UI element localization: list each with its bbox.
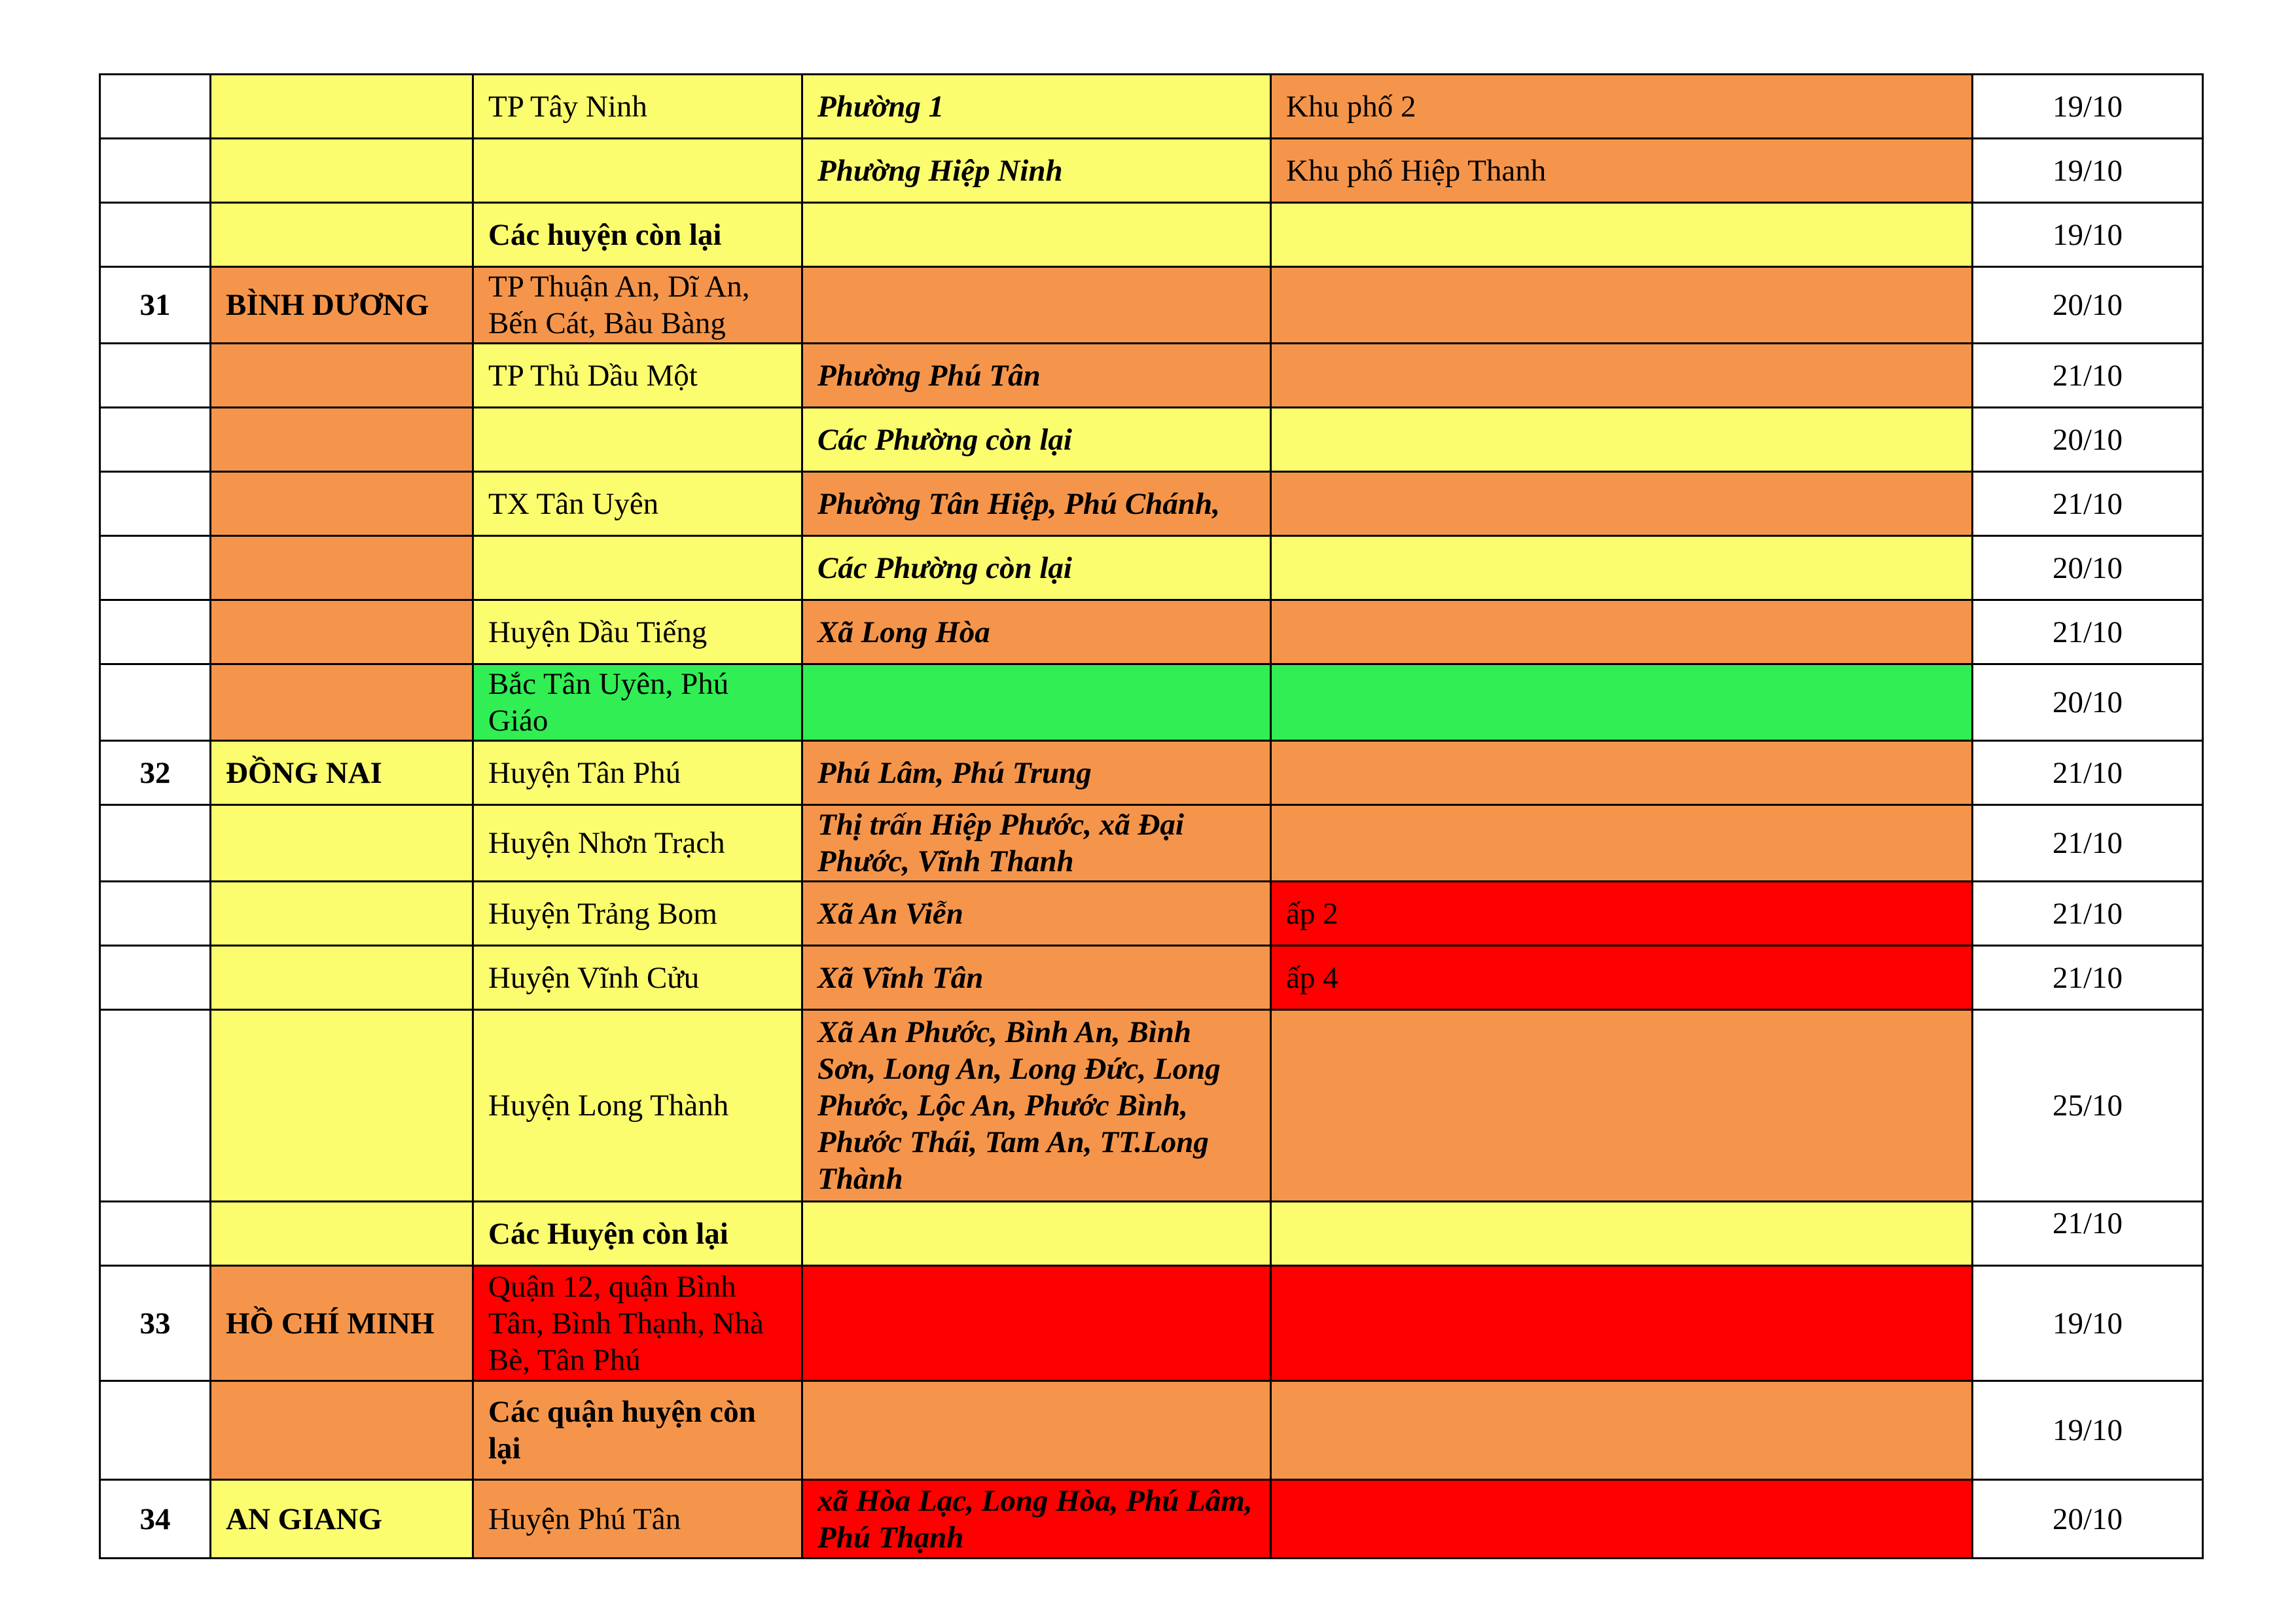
date-cell: 20/10: [1973, 664, 2203, 741]
province-cell: [211, 882, 473, 946]
district-cell: Huyện Long Thành: [473, 1010, 802, 1202]
stt-cell: [100, 664, 211, 741]
stt-cell: 32: [100, 741, 211, 805]
hamlet-cell: [1271, 741, 1973, 805]
ward-cell: Phú Lâm, Phú Trung: [802, 741, 1271, 805]
district-cell: Huyện Phú Tân: [473, 1480, 802, 1559]
stt-cell: 31: [100, 267, 211, 344]
province-cell: BÌNH DƯƠNG: [211, 267, 473, 344]
table-row: [100, 536, 2203, 600]
ward-cell: [802, 267, 1271, 344]
date-cell: 21/10: [1973, 741, 2203, 805]
province-cell: [211, 805, 473, 882]
province-cell: [211, 408, 473, 472]
district-cell: Huyện Vĩnh Cửu: [473, 946, 802, 1010]
table-row: [100, 882, 2203, 946]
date-cell: 20/10: [1973, 1480, 2203, 1559]
hamlet-cell: [1271, 1202, 1973, 1266]
district-cell: Các quận huyện còn lại: [473, 1381, 802, 1480]
district-cell: TP Thuận An, Dĩ An, Bến Cát, Bàu Bàng: [473, 267, 802, 344]
province-cell: [211, 344, 473, 408]
district-cell: [473, 536, 802, 600]
stt-cell: 33: [100, 1266, 211, 1381]
stt-cell: [100, 408, 211, 472]
table-row: [100, 1480, 2203, 1559]
hamlet-cell: Khu phố 2: [1271, 75, 1973, 139]
table-row: [100, 472, 2203, 536]
ward-cell: Phường Tân Hiệp, Phú Chánh,: [802, 472, 1271, 536]
hamlet-cell: [1271, 1010, 1973, 1202]
table-row: [100, 600, 2203, 664]
table-row: [100, 1266, 2203, 1381]
district-cell: TX Tân Uyên: [473, 472, 802, 536]
province-restriction-table: [99, 73, 2204, 1559]
ward-cell: Phường 1: [802, 75, 1271, 139]
date-cell: 21/10: [1973, 946, 2203, 1010]
stt-cell: [100, 139, 211, 203]
ward-cell: [802, 203, 1271, 267]
province-cell: ĐỒNG NAI: [211, 741, 473, 805]
province-cell: AN GIANG: [211, 1480, 473, 1559]
ward-cell: Phường Hiệp Ninh: [802, 139, 1271, 203]
hamlet-cell: [1271, 472, 1973, 536]
date-cell: 21/10: [1973, 472, 2203, 536]
ward-cell: Các Phường còn lại: [802, 408, 1271, 472]
province-cell: [211, 536, 473, 600]
table-body: [100, 75, 2203, 1559]
table-row: [100, 267, 2203, 344]
district-cell: Quận 12, quận Bình Tân, Bình Thạnh, Nhà Bè, Tân Phú: [473, 1266, 802, 1381]
ward-cell: Xã Long Hòa: [802, 600, 1271, 664]
province-cell: [211, 946, 473, 1010]
date-cell: 25/10: [1973, 1010, 2203, 1202]
date-cell: 21/10: [1973, 600, 2203, 664]
table-row: [100, 805, 2203, 882]
stt-cell: [100, 472, 211, 536]
hamlet-cell: [1271, 664, 1973, 741]
hamlet-cell: [1271, 536, 1973, 600]
table-row: [100, 139, 2203, 203]
district-cell: Huyện Nhơn Trạch: [473, 805, 802, 882]
ward-cell: [802, 1381, 1271, 1480]
ward-cell: [802, 1202, 1271, 1266]
table-row: [100, 946, 2203, 1010]
table-row: [100, 203, 2203, 267]
date-cell: 21/10: [1973, 805, 2203, 882]
province-cell: [211, 139, 473, 203]
hamlet-cell: [1271, 1381, 1973, 1480]
date-cell: 20/10: [1973, 267, 2203, 344]
table-row: [100, 344, 2203, 408]
province-cell: [211, 600, 473, 664]
ward-cell: Các Phường còn lại: [802, 536, 1271, 600]
table-row: [100, 664, 2203, 741]
stt-cell: [100, 75, 211, 139]
ward-cell: Xã An Phước, Bình An, Bình Sơn, Long An, Long Đức, Long Phước, Lộc An, Phước Bình, Phước Thái, Tam An, TT.Long Thành: [802, 1010, 1271, 1202]
date-cell: 20/10: [1973, 408, 2203, 472]
date-cell: 20/10: [1973, 536, 2203, 600]
hamlet-cell: [1271, 1480, 1973, 1559]
ward-cell: [802, 664, 1271, 741]
province-cell: [211, 664, 473, 741]
date-cell: 21/10: [1973, 344, 2203, 408]
hamlet-cell: ấp 4: [1271, 946, 1973, 1010]
hamlet-cell: [1271, 267, 1973, 344]
district-cell: TP Tây Ninh: [473, 75, 802, 139]
stt-cell: [100, 805, 211, 882]
district-cell: Huyện Trảng Bom: [473, 882, 802, 946]
stt-cell: [100, 1381, 211, 1480]
date-cell: 21/10: [1973, 882, 2203, 946]
province-cell: HỒ CHÍ MINH: [211, 1266, 473, 1381]
stt-cell: [100, 600, 211, 664]
district-cell: TP Thủ Dầu Một: [473, 344, 802, 408]
table-row: [100, 741, 2203, 805]
hamlet-cell: ấp 2: [1271, 882, 1973, 946]
province-cell: [211, 75, 473, 139]
district-cell: [473, 139, 802, 203]
district-cell: Huyện Dầu Tiếng: [473, 600, 802, 664]
province-cell: [211, 1202, 473, 1266]
stt-cell: [100, 1202, 211, 1266]
district-cell: Huyện Tân Phú: [473, 741, 802, 805]
date-cell: 19/10: [1973, 1381, 2203, 1480]
hamlet-cell: Khu phố Hiệp Thanh: [1271, 139, 1973, 203]
table-row: [100, 408, 2203, 472]
stt-cell: [100, 946, 211, 1010]
province-cell: [211, 1381, 473, 1480]
table-row: [100, 75, 2203, 139]
stt-cell: [100, 344, 211, 408]
district-cell: Các huyện còn lại: [473, 203, 802, 267]
date-cell: 19/10: [1973, 75, 2203, 139]
date-cell: 19/10: [1973, 1266, 2203, 1381]
hamlet-cell: [1271, 600, 1973, 664]
ward-cell: Xã Vĩnh Tân: [802, 946, 1271, 1010]
ward-cell: Thị trấn Hiệp Phước, xã Đại Phước, Vĩnh Thanh: [802, 805, 1271, 882]
date-cell: 21/10: [1973, 1202, 2203, 1266]
district-cell: [473, 408, 802, 472]
hamlet-cell: [1271, 805, 1973, 882]
table-row: [100, 1010, 2203, 1202]
stt-cell: 34: [100, 1480, 211, 1559]
ward-cell: Xã An Viễn: [802, 882, 1271, 946]
hamlet-cell: [1271, 203, 1973, 267]
ward-cell: Phường Phú Tân: [802, 344, 1271, 408]
province-cell: [211, 472, 473, 536]
stt-cell: [100, 1010, 211, 1202]
table-row: [100, 1202, 2203, 1266]
district-cell: Bắc Tân Uyên, Phú Giáo: [473, 664, 802, 741]
table-row: [100, 1381, 2203, 1480]
stt-cell: [100, 882, 211, 946]
stt-cell: [100, 536, 211, 600]
date-cell: 19/10: [1973, 139, 2203, 203]
province-cell: [211, 1010, 473, 1202]
hamlet-cell: [1271, 344, 1973, 408]
ward-cell: xã Hòa Lạc, Long Hòa, Phú Lâm, Phú Thạnh: [802, 1480, 1271, 1559]
ward-cell: [802, 1266, 1271, 1381]
date-cell: 19/10: [1973, 203, 2203, 267]
province-cell: [211, 203, 473, 267]
stt-cell: [100, 203, 211, 267]
hamlet-cell: [1271, 1266, 1973, 1381]
district-cell: Các Huyện còn lại: [473, 1202, 802, 1266]
hamlet-cell: [1271, 408, 1973, 472]
